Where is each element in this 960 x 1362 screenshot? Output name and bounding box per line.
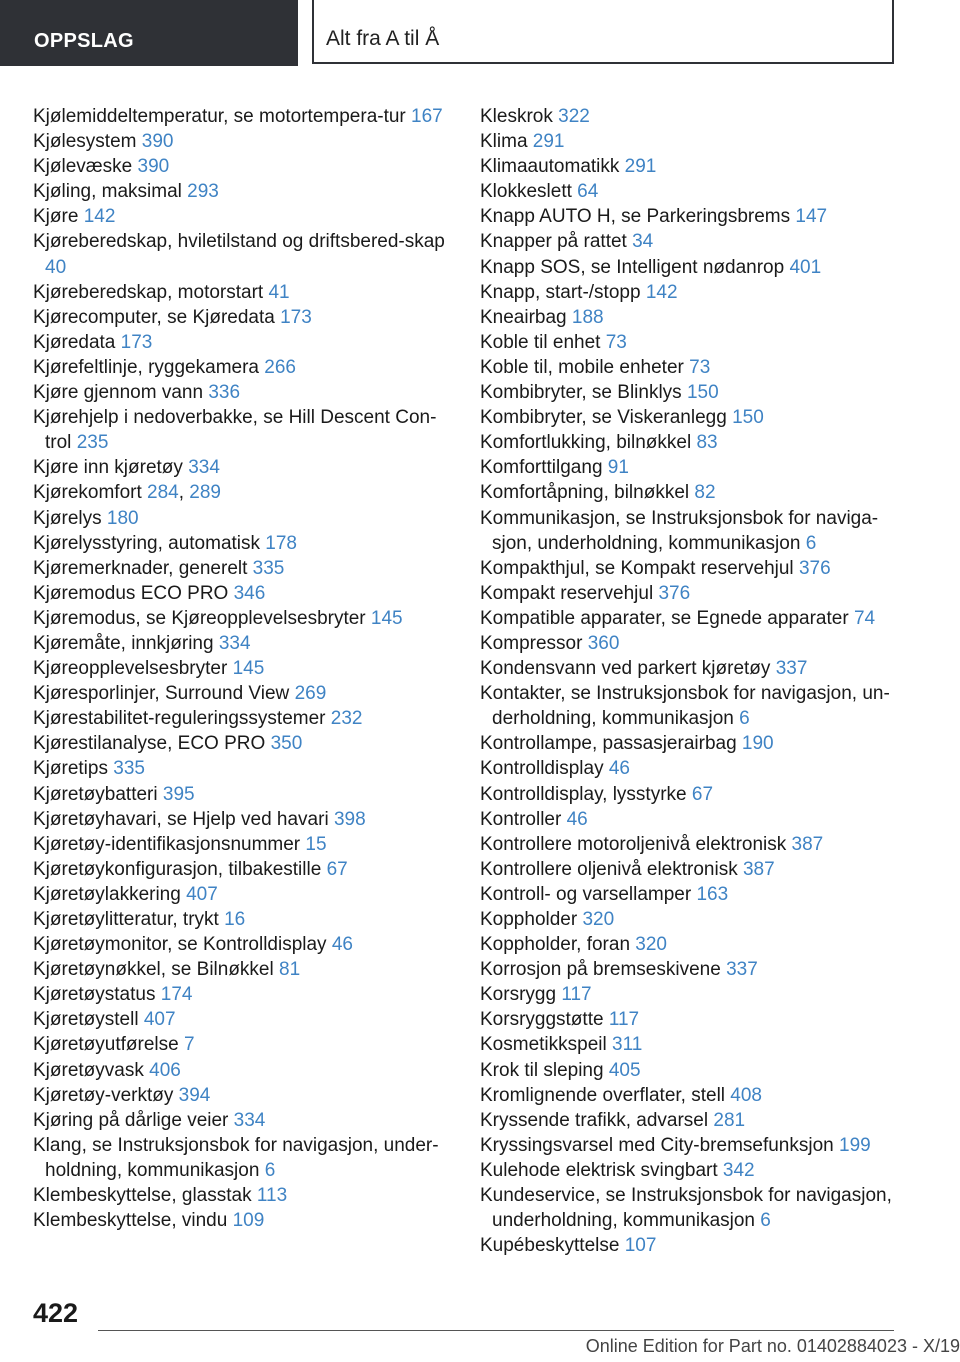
page-link[interactable]: 73 [689, 356, 711, 378]
index-entry [33, 957, 448, 982]
page-link[interactable]: 235 [76, 432, 109, 454]
index-entry [33, 330, 448, 355]
page-link[interactable]: 82 [694, 482, 716, 504]
index-term: Kjøretøystatus [33, 984, 156, 1006]
page-link[interactable]: 289 [189, 482, 221, 504]
page-link[interactable]: 266 [264, 356, 296, 378]
page-link[interactable]: 67 [691, 783, 714, 805]
index-entry [480, 957, 910, 982]
index-entry [33, 631, 448, 656]
index-entry [480, 982, 910, 1007]
index-entry [480, 455, 910, 480]
index-entry [480, 1233, 910, 1258]
index-term: Kjøredata [33, 331, 116, 353]
index-entry [480, 305, 910, 330]
footer-divider [98, 1330, 894, 1331]
index-term: Komfortlukking, bilnøkkel [480, 432, 692, 454]
page-link[interactable]: 73 [605, 331, 627, 353]
page-link[interactable]: 6 [739, 708, 750, 730]
index-entry [33, 129, 448, 154]
page-link[interactable]: 334 [188, 457, 220, 479]
index-term: Kjøretøyutførelse [33, 1034, 179, 1056]
index-entry [33, 1108, 448, 1133]
index-term: Kjørestilanalyse, ECO PRO [33, 733, 266, 755]
index-entry [480, 807, 910, 832]
index-entry [33, 531, 448, 556]
index-term: Klima [480, 131, 528, 153]
index-term: Kompressor [480, 632, 583, 654]
page-link[interactable]: 46 [566, 808, 588, 830]
index-term: Kjøreopplevelsesbryter [33, 658, 228, 680]
index-entry [33, 1133, 448, 1183]
index-entry [33, 706, 448, 731]
index-term: Knapp AUTO H, se Parkeringsbrems [480, 206, 791, 228]
index-entry [480, 355, 910, 380]
index-term: Kleskrok [480, 106, 553, 127]
index-term: Kontrolldisplay [480, 758, 604, 780]
index-term: Kjøretøystell [33, 1009, 139, 1031]
page-link[interactable]: 113 [256, 1185, 288, 1207]
index-entry [33, 656, 448, 681]
index-term: Korrosjon på bremseskivene [480, 959, 721, 981]
index-term: Kjøreberedskap, motorstart [33, 281, 264, 303]
page-link[interactable]: 107 [624, 1235, 657, 1257]
index-entry [33, 229, 448, 279]
index-entry [33, 179, 448, 204]
page-link[interactable]: 150 [686, 382, 719, 404]
page-link[interactable]: 284 [147, 482, 179, 504]
page-link[interactable]: 6 [760, 1210, 771, 1232]
page-link[interactable]: 281 [713, 1109, 746, 1131]
index-entry [480, 1158, 910, 1183]
page-link[interactable]: 350 [270, 733, 303, 755]
page-link[interactable]: 40 [45, 256, 67, 278]
index-term: Kjølemiddeltemperatur, se motortempera-tur [33, 106, 406, 127]
page-link[interactable]: 145 [370, 607, 403, 629]
index-entry [480, 430, 910, 455]
index-entry [480, 1083, 910, 1108]
page-link[interactable]: 398 [333, 808, 366, 830]
index-entry [480, 405, 910, 430]
index-entry [480, 1007, 910, 1032]
index-entry [480, 506, 910, 556]
index-term: Kommunikasjon, se Instruksjonsbok for naviga-sjon, underholdning, kommunikasjon [480, 507, 879, 554]
index-term: Korsrygg [480, 984, 557, 1006]
index-term: Kjølevæske [33, 156, 133, 178]
index-term: Kjøretøylakkering [33, 883, 181, 905]
page-link[interactable]: 6 [264, 1159, 276, 1181]
index-entry [33, 932, 448, 957]
page-link[interactable]: 311 [612, 1034, 643, 1056]
page-link[interactable]: 335 [113, 758, 145, 780]
page-link[interactable]: 178 [265, 532, 297, 554]
index-term: Kontroll- og varsellamper [480, 883, 692, 905]
index-entry [33, 681, 448, 706]
index-term: Kondensvann ved parkert kjøretøy [480, 658, 771, 680]
index-entry [33, 857, 448, 882]
index-entry [33, 556, 448, 581]
index-term: Kjøremåte, innkjøring [33, 632, 214, 654]
page-link[interactable]: 41 [268, 281, 290, 303]
index-entry [480, 857, 910, 882]
index-term: Kromlignende overflater, stell [480, 1084, 726, 1106]
index-entry [480, 631, 910, 656]
index-column-right [480, 104, 910, 1258]
page-link[interactable]: 117 [608, 1009, 640, 1031]
page-link[interactable]: 199 [839, 1134, 871, 1156]
page-link[interactable]: 394 [178, 1084, 211, 1106]
index-term: Komfortåpning, bilnøkkel [480, 482, 690, 504]
index-term: Kupébeskyttelse [480, 1235, 620, 1257]
page-link[interactable]: 337 [775, 658, 808, 680]
index-term: Komforttilgang [480, 457, 603, 479]
index-entry [33, 455, 448, 480]
index-term: Kjøring på dårlige veier [33, 1109, 229, 1131]
page-link[interactable]: 174 [160, 984, 193, 1006]
index-entry [480, 1058, 910, 1083]
index-entry: Kjørekomfort 284, 289 [33, 482, 221, 504]
index-entry [33, 305, 448, 330]
page-link[interactable]: 173 [280, 306, 312, 328]
index-term: Kjøling, maksimal [33, 181, 182, 203]
index-term: Kjøretøyhavari, se Hjelp ved havari [33, 808, 329, 830]
page-link[interactable]: 46 [608, 758, 630, 780]
index-entry [480, 932, 910, 957]
index-entry [480, 606, 910, 631]
page-link[interactable]: 7 [183, 1034, 195, 1056]
footer-edition: Online Edition for Part no. 01402884023 - X/19 [585, 1336, 960, 1356]
page-link[interactable]: 401 [789, 256, 822, 278]
index-entry [480, 255, 910, 280]
page-link[interactable]: 408 [730, 1084, 762, 1106]
index-entry [33, 1007, 448, 1032]
page-link[interactable]: 320 [582, 909, 615, 930]
index-entry [480, 556, 910, 581]
index-term: Koppholder [480, 909, 578, 930]
index-entry [33, 355, 448, 380]
index-term: Kontrollampe, passasjerairbag [480, 733, 737, 755]
index-term: Kompakt reservehjul [480, 582, 654, 604]
index-entry [33, 982, 448, 1007]
index-entry [480, 1032, 910, 1057]
index-term: Kjørestabilitet-reguleringssystemer [33, 708, 326, 730]
index-entry [480, 129, 910, 154]
index-entry [33, 405, 448, 455]
index-term: Kulehode elektrisk svingbart [480, 1159, 718, 1181]
index-term: Kjøretøy-verktøy [33, 1084, 174, 1106]
page-link[interactable]: 293 [187, 181, 219, 203]
index-term: Kjøretøyvask [33, 1059, 144, 1081]
index-term: Koppholder, foran [480, 934, 631, 956]
index-term: Kombibryter, se Viskeranlegg [480, 407, 727, 429]
index-entry [480, 154, 910, 179]
page-link[interactable]: 405 [608, 1059, 641, 1081]
index-entry [480, 832, 910, 857]
index-entry [480, 907, 910, 932]
index-term: Klembeskyttelse, vindu [33, 1210, 228, 1232]
index-term: Klimaautomatikk [480, 156, 620, 178]
index-entry [33, 606, 448, 631]
index-term: Knapp SOS, se Intelligent nødanrop [480, 256, 785, 278]
page-link[interactable]: 67 [326, 858, 348, 880]
section-title: Alt fra A til Å [312, 0, 894, 64]
page-link[interactable]: 335 [252, 557, 285, 579]
page-link[interactable]: 360 [587, 632, 620, 654]
index-entry [33, 1208, 448, 1233]
index-term: Kjøretøykonfigurasjon, tilbakestille [33, 858, 322, 880]
index-entry [480, 330, 910, 355]
index-term: Kjørelys [33, 507, 102, 529]
index-entry [480, 104, 910, 129]
index-term: Koble til enhet [480, 331, 601, 353]
index-entry [480, 782, 910, 807]
index-term: Koble til, mobile enheter [480, 356, 684, 378]
page-link[interactable]: 390 [141, 131, 174, 153]
page-link[interactable]: 336 [208, 382, 241, 404]
page-link[interactable]: 337 [726, 959, 758, 981]
page-link[interactable]: 15 [305, 833, 327, 855]
page-link[interactable]: 232 [330, 708, 363, 730]
index-entry [480, 179, 910, 204]
page-link[interactable]: 376 [658, 582, 691, 604]
index-entry [480, 756, 910, 781]
index-entry [33, 807, 448, 832]
page-link[interactable]: 34 [632, 231, 654, 253]
page-link[interactable]: 109 [232, 1210, 265, 1232]
page-link[interactable]: 407 [186, 883, 218, 905]
page-link[interactable]: 91 [607, 457, 629, 479]
page-link[interactable]: 342 [722, 1159, 755, 1181]
index-entry [480, 1108, 910, 1133]
page-link[interactable]: 147 [795, 206, 828, 228]
index-entry [33, 1183, 448, 1208]
index-entry [33, 506, 448, 531]
index-term: Kryssende trafikk, advarsel [480, 1109, 709, 1131]
index-term: Kjørefeltlinje, ryggekamera [33, 356, 259, 378]
index-term: Kombibryter, se Blinklys [480, 382, 682, 404]
page-link[interactable]: 334 [218, 632, 251, 654]
index-entry [33, 882, 448, 907]
index-term: Kontakter, se Instruksjonsbok for navigasjon, un-derholdning, kommunikasjon [480, 683, 890, 730]
page-link[interactable]: 167 [411, 106, 443, 127]
index-term: Kjøretøynøkkel, se Bilnøkkel [33, 959, 274, 981]
index-term: Kjøre inn kjøretøy [33, 457, 183, 479]
page-link[interactable]: 387 [791, 833, 824, 855]
index-term: Kjørehjelp i nedoverbakke, se Hill Descent Con-trol [33, 407, 437, 454]
page-link[interactable]: 320 [635, 934, 667, 956]
page-link[interactable]: 180 [106, 507, 139, 529]
page-link[interactable]: 145 [232, 658, 265, 680]
page-number: 422 [33, 1298, 79, 1328]
page-link[interactable]: 6 [805, 532, 817, 554]
index-term: Kneairbag [480, 306, 567, 328]
index-entry [480, 1183, 910, 1233]
index-term: Krok til sleping [480, 1059, 604, 1081]
index-entry [33, 154, 448, 179]
index-entry [33, 832, 448, 857]
index-term: Kjøreberedskap, hviletilstand og driftsbered-skap [33, 231, 445, 253]
index-term: Kjøretøy-identifikasjonsnummer [33, 833, 301, 855]
page-link[interactable]: 190 [741, 733, 774, 755]
page-link[interactable]: 395 [162, 783, 195, 805]
index-entry [33, 104, 448, 129]
index-term: Kundeservice, se Instruksjonsbok for navigasjon, underholdning, kommunikasjon [480, 1185, 892, 1232]
index-entry [33, 1058, 448, 1083]
index-entry [33, 581, 448, 606]
index-entry [480, 731, 910, 756]
index-term: Kjøretøymonitor, se Kontrolldisplay [33, 934, 327, 956]
index-entry [33, 380, 448, 405]
index-term: Kjøre [33, 206, 79, 228]
index-term: Kjøremodus, se Kjøreopplevelsesbryter [33, 607, 366, 629]
index-term: Kjøre gjennom vann [33, 382, 204, 404]
page-link[interactable]: 346 [233, 582, 266, 604]
page-link[interactable]: 81 [279, 959, 301, 981]
index-column-left [33, 104, 448, 1233]
page-link[interactable]: 74 [853, 607, 876, 629]
index-term: Knapp, start-/stopp [480, 281, 641, 303]
index-entry [33, 756, 448, 781]
page-link[interactable]: 173 [120, 331, 153, 353]
index-term: Kjøremodus ECO PRO [33, 582, 229, 604]
index-entry [33, 280, 448, 305]
page-link[interactable]: 188 [571, 306, 604, 328]
index-term: Kjørelysstyring, automatisk [33, 532, 261, 554]
page-link[interactable]: 150 [732, 407, 764, 429]
index-term: Kjørecomputer, se Kjøredata [33, 306, 275, 328]
index-entry [33, 1032, 448, 1057]
index-entry [480, 229, 910, 254]
index-term: Klokkeslett [480, 181, 572, 203]
index-term: Kontrollere oljenivå elektronisk [480, 858, 738, 880]
page-link[interactable]: 64 [577, 181, 599, 203]
index-entry [33, 1083, 448, 1108]
index-term: Kjørekomfort [33, 482, 142, 504]
index-entry [480, 480, 910, 505]
page-header [0, 0, 960, 66]
index-term: Kompatible apparater, se Egnede apparater [480, 607, 849, 629]
page-link[interactable]: 407 [143, 1009, 176, 1031]
page-link[interactable]: 269 [294, 683, 327, 705]
index-entry [33, 907, 448, 932]
page-link[interactable]: 291 [624, 156, 657, 178]
index-entry [480, 280, 910, 305]
index-entry [480, 204, 910, 229]
index-term: Knapper på rattet [480, 231, 627, 253]
index-entry [480, 380, 910, 405]
index-entry [33, 731, 448, 756]
index-term: Kjøretips [33, 758, 108, 780]
index-entry [480, 581, 910, 606]
page-link[interactable]: 390 [137, 156, 170, 178]
index-term: Kosmetikkspeil [480, 1034, 607, 1056]
index-term: Klembeskyttelse, glasstak [33, 1185, 252, 1207]
page-link[interactable]: 142 [645, 281, 678, 303]
index-term: Kontrollere motoroljenivå elektronisk [480, 833, 787, 855]
page-link[interactable]: 322 [558, 106, 590, 127]
index-entry [480, 681, 910, 731]
page-link[interactable]: 83 [696, 432, 718, 454]
index-term: Kontroller [480, 808, 562, 830]
index-term: Kjøretøybatteri [33, 783, 158, 805]
index-term: Kryssingsvarsel med City-bremsefunksjon [480, 1134, 834, 1156]
index-term: Kontrolldisplay, lysstyrke [480, 783, 687, 805]
index-term: Kjøremerknader, generelt [33, 557, 248, 579]
index-term: Kompakthjul, se Kompakt reservehjul [480, 557, 794, 579]
page-link[interactable]: 291 [532, 131, 565, 153]
page-link[interactable]: 406 [149, 1059, 181, 1081]
index-entry [33, 782, 448, 807]
index-term: Kjøretøylitteratur, trykt [33, 909, 219, 930]
index-term: Kjøresporlinjer, Surround View [33, 683, 290, 705]
page-link[interactable]: 117 [561, 984, 592, 1006]
page-link[interactable]: 163 [696, 883, 729, 905]
index-entry [480, 656, 910, 681]
index-entry [33, 204, 448, 229]
page-link[interactable]: 334 [233, 1109, 266, 1131]
page-link[interactable]: 142 [83, 206, 116, 228]
index-entry [480, 882, 910, 907]
page-link[interactable]: 16 [224, 909, 246, 930]
index-term: Klang, se Instruksjonsbok for navigasjon, under-holdning, kommunikasjon [33, 1134, 439, 1181]
index-term: Korsryggstøtte [480, 1009, 604, 1031]
page-link[interactable]: 387 [742, 858, 775, 880]
section-tab: OPPSLAG [0, 0, 298, 66]
page-link[interactable]: 46 [331, 934, 353, 956]
page-link[interactable]: 376 [798, 557, 831, 579]
index-term: Kjølesystem [33, 131, 137, 153]
index-entry [480, 1133, 910, 1158]
